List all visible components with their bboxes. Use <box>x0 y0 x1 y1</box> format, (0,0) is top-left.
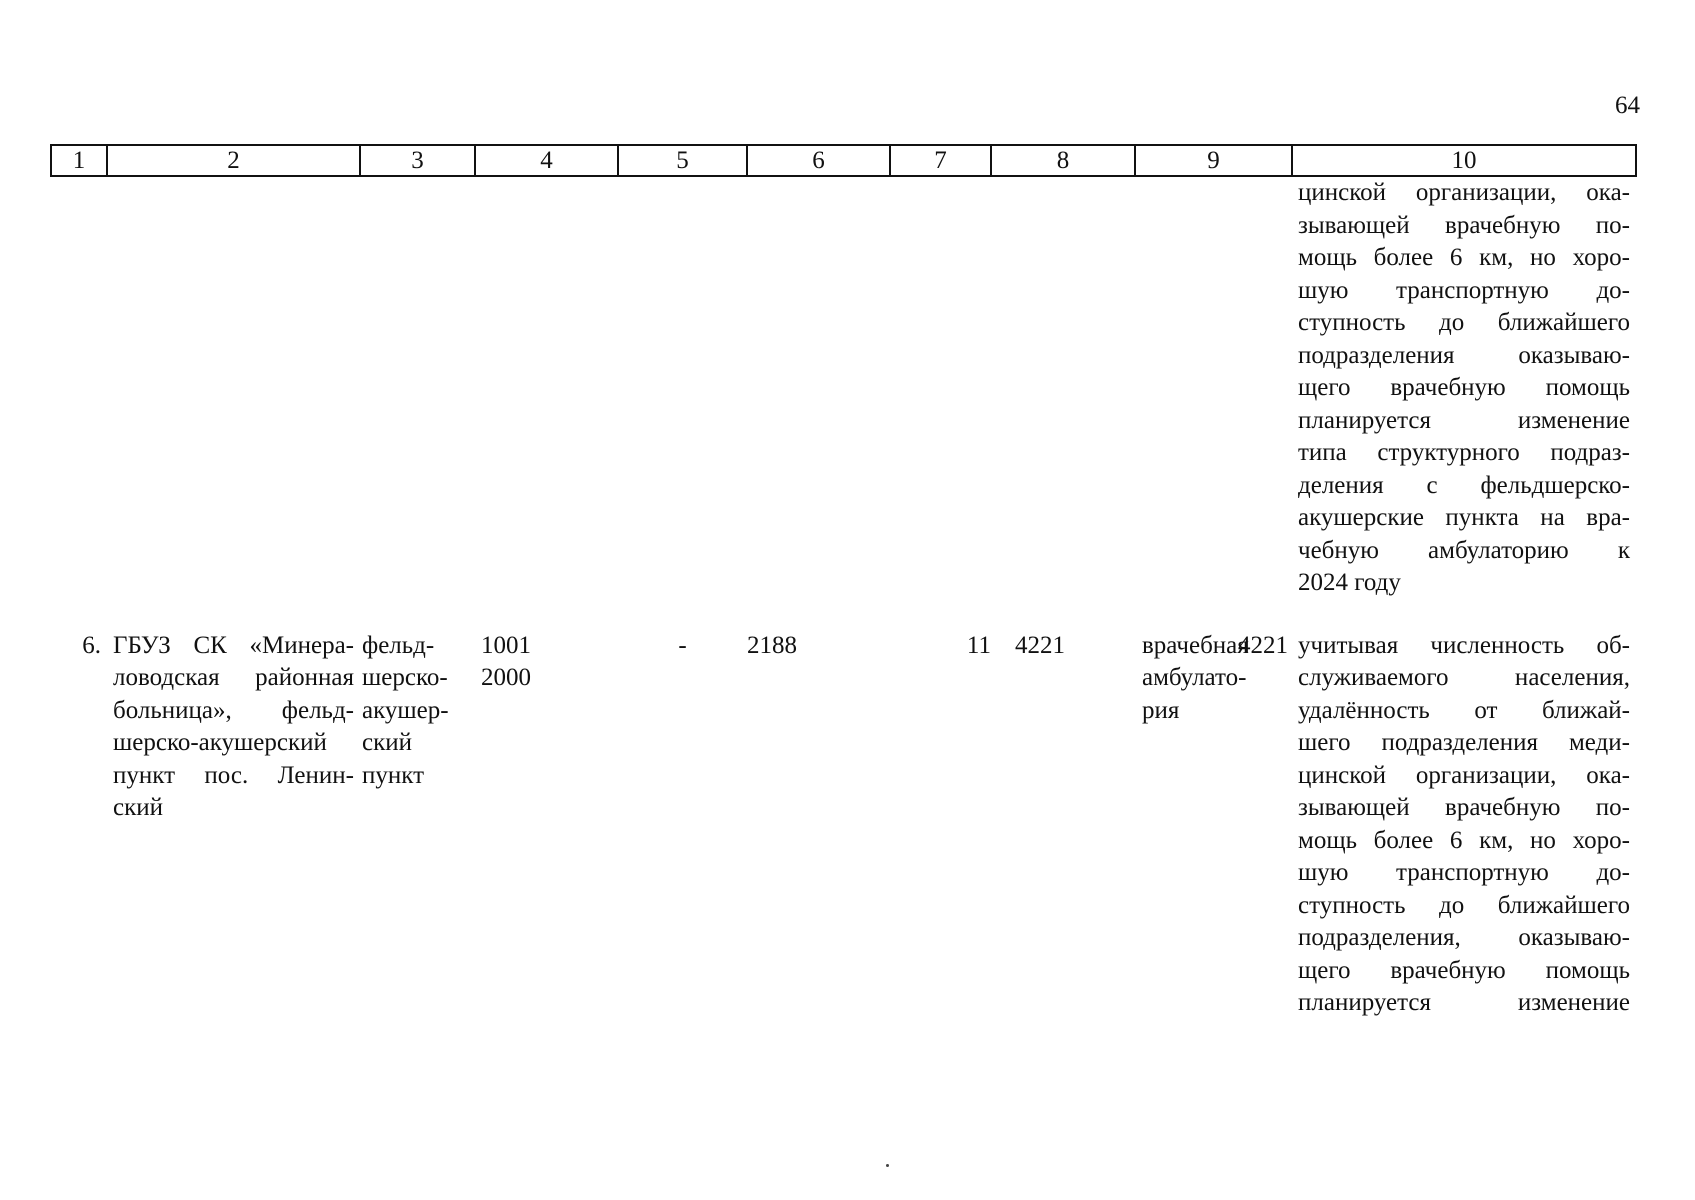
unit-type-cell <box>360 630 475 1020</box>
continuation-line: шую транспортную до- <box>1298 276 1630 304</box>
population-range-line: 2000 <box>481 664 531 691</box>
continuation-line: чебную амбулаторию к <box>1298 536 1630 564</box>
unit-type-line: акушер- <box>362 696 449 724</box>
col8-cell: 4221 <box>1015 631 1065 659</box>
col5-cell: - <box>678 631 687 659</box>
row-number: 6. <box>82 631 101 659</box>
col7-cell: 11 <box>966 631 991 659</box>
continuation-line: планируется изменение <box>1298 406 1630 434</box>
reasoning-line: удалённость от ближай- <box>1298 696 1630 724</box>
header-col-8: 8 <box>991 145 1135 176</box>
header-col-5: 5 <box>618 145 747 176</box>
reasoning-line: служиваемого населения, <box>1298 664 1630 691</box>
population-range-line: 1001 <box>481 631 531 659</box>
recommended-type-line: рия <box>1142 696 1180 724</box>
continuation-line: цинской организации, ока- <box>1298 179 1630 206</box>
organization-line: пункт пос. Ленин- <box>113 761 354 789</box>
continuation-line: мощь более 6 км, но хоро- <box>1298 244 1630 271</box>
recommended-type-line: врачебная <box>1142 631 1249 659</box>
organization-line: ГБУЗ СК «Минера- <box>113 631 354 659</box>
col9-cell: 4221 <box>1238 631 1288 659</box>
header-col-2: 2 <box>107 145 360 176</box>
continuation-line: зывающей врачебную по- <box>1298 211 1630 239</box>
recommended-type-line: амбулато- <box>1142 664 1247 691</box>
continuation-row <box>51 176 1636 600</box>
header-row <box>51 145 1636 176</box>
continuation-line: подразделения оказываю- <box>1298 341 1630 369</box>
reasoning-line: зывающей врачебную по- <box>1298 794 1630 821</box>
population-range-cell <box>475 630 618 1020</box>
header-col-1: 1 <box>51 145 107 176</box>
reasoning-line: шего подразделения меди- <box>1298 729 1630 756</box>
organization-cell <box>107 630 360 1020</box>
continuation-line: типа структурного подраз- <box>1298 439 1630 466</box>
continuation-line: деления с фельдшерско- <box>1298 471 1630 499</box>
reasoning-line: подразделения, оказываю- <box>1298 924 1630 951</box>
continuation-col10-cell <box>1292 176 1636 600</box>
reasoning-line: шую транспортную до- <box>1298 859 1630 886</box>
table-row-6 <box>51 630 1636 1020</box>
page-number: 64 <box>1615 92 1640 119</box>
continuation-line: щего врачебную помощь <box>1298 374 1630 401</box>
header-col-3: 3 <box>360 145 475 176</box>
continuation-line: акушерские пункта на вра- <box>1298 504 1630 531</box>
reasoning-line: планируется изменение <box>1298 989 1630 1016</box>
document-table <box>50 144 1637 1020</box>
unit-type-line: шерско- <box>362 664 448 691</box>
header-col-9: 9 <box>1135 145 1292 176</box>
continuation-line: ступность до ближайшего <box>1298 309 1630 336</box>
reasoning-line: учитывая численность об- <box>1298 631 1630 659</box>
header-col-7: 7 <box>890 145 991 176</box>
continuation-line: 2024 году <box>1298 569 1401 596</box>
organization-line: ловодская районная <box>113 664 354 691</box>
unit-type-line: пункт <box>362 761 424 789</box>
reasoning-line: мощь более 6 км, но хоро- <box>1298 826 1630 854</box>
header-col-4: 4 <box>475 145 618 176</box>
header-col-6: 6 <box>747 145 890 176</box>
unit-type-line: фельд- <box>362 631 435 659</box>
reasoning-line: щего врачебную помощь <box>1298 956 1630 984</box>
organization-line: шерско-акушерский <box>113 729 327 756</box>
header-col-10: 10 <box>1292 145 1636 176</box>
organization-line: больница», фельд- <box>113 696 354 724</box>
organization-line: ский <box>113 794 163 821</box>
unit-type-line: ский <box>362 729 412 756</box>
reasoning-line: ступность до ближайшего <box>1298 891 1630 919</box>
reasoning-line: цинской организации, ока- <box>1298 761 1630 789</box>
col6-cell: 2188 <box>747 631 797 659</box>
scan-speck <box>886 1164 889 1167</box>
recommended-type <box>1142 630 1287 728</box>
